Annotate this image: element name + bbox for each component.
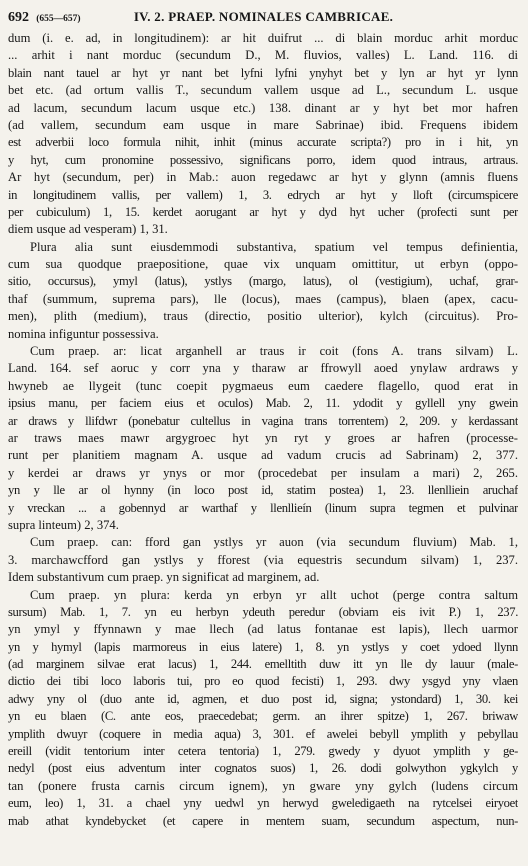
text-line: yn y lle ar ol hynny (in loco post id, statim postea) 1, 23. llenlliein aruchaf [8,483,518,498]
page-range: (655—657) [36,14,81,24]
text-line: 3. marchawcfford gan ystlys y fforest (via equestris secundum silvam) 1, 237. [8,552,518,567]
text-line: ipsius manu, per faciem eius et oculos) Mab. 2, 11. ydodit y gyllell yny gwein [8,396,518,411]
text-line: ereill (vidit tentorium inter cetera tentoria) 1, 279. gwedy y dyuot ymplith y ge- [8,744,518,759]
text-line: adwy yny ol (duo ante id, agmen, et duo post id, signa; ystondard) 1, 30. kei [8,691,518,706]
running-title: IV. 2. PRAEP. NOMINALES CAMBRICAE. [133,9,394,24]
text-line: in longitudinem vallis, per vallem) 1, 3. edrych ar hyt y lloft (circumspicere [8,187,518,202]
text-line: hwyneb ae llygeit (tunc coepit pygmaeus eum caedere flagello, quod erat in [8,378,518,393]
text-line: tan (ponere frusta carnis circum ignem), yn gware yny gylch (ludens circum [8,778,518,793]
text-line: (ad vallem, secundum eam usque in mare Sabrinae) ibid. Frequens ibidem [8,117,518,132]
text-line: Ar hyt (secundum, per) in Mab.: auon regedawc ar hyt y glynn (amnis fluens [8,170,518,185]
text-line: yn ymyl y ffynnawn y mae llech (ad latus fontanae est lapis), llech uarmor [8,622,518,637]
text-line: Cum praep. can: fford gan ystlys yr auon (via secundum fluvium) Mab. 1, [30,535,518,550]
text-line: dictio dei tibi loco laboris tui, pro eo quod fecisti) 1, 293. dwy ysgyd yny vlaen [8,674,518,689]
page-number: 692 [8,10,29,25]
text-line: bet etc. (ad ortum vallis T., secundum vallem usque ad L., secundum L. usque [8,83,518,98]
text-line: Cum praep. ar: licat arganhell ar traus ir coit (fons A. trans silvam) L. [30,344,518,359]
text-line: Plura alia sunt eiusdemmodi substantiva, spatium vel tempus definientia, [30,239,518,254]
text-line: y vreckan ... a gobennyd ar warthaf y llenllieín (linum supra tegmen et pulvinar [8,500,518,515]
text-line: per cubiculum) 1, 15. kerdet aorugant ar hyt y dyd hyt ucher (profecti sunt per [8,204,518,219]
text-line: dum (i. e. ad, in longitudinem): ar hit duifrut ... di blain morduc arhit morduc [8,31,518,45]
text-line: ... arhit i nant morduc (secundum D., M. fluvios, valles) L. Land. 116. di [8,48,518,63]
text-line: Idem substantivum cum praep. yn significat ad marginem, ad. [8,570,320,585]
text-line: blain nant tauel ar hyt yr nant bet lyfni lyfni ynyhyt bet y lyn ar hyt yr lynn [8,65,518,80]
text-line: nomina infiguntur possessiva. [8,326,159,341]
text-line: supra linteum) 2, 374. [8,517,119,532]
text-line: Cum praep. yn plura: kerda yn erbyn yr allt uchot (perge contra saltum [30,587,518,602]
text-line: nedyl (post eius adventum inter cognatos suos) 1, 26. dodi golwython ygkylch y [8,761,518,776]
running-head [8,6,518,28]
text-line: sitio, occursus), ymyl (latus), ystlys (margo, latus), ol (vestigium), uchaf, grar- [8,274,518,289]
text-line: est adverbii loco formula nihit, inhit (minus accurate scripta?) pro in i hit, yn [8,135,518,150]
text-line: runt per planitiem magnam A. usque ad vadum crucis ad Sabrinam) 2, 377. [8,448,518,463]
text-line: (ad marginem silvae erat lacus) 1, 244. emelltith duw itt yn lle dy lauur (male- [8,657,518,672]
text-line: Land. 164. sef aoruc y corr yna y tharaw ar ffrowyll aoed ynylaw ardraws y [8,361,518,376]
text-line: y hyt, cum pronomine possessivo, significans porro, idem quod intraus, artraus. [8,152,518,167]
body-text [8,30,518,830]
text-line: diem usque ad vesperam) 1, 31. [8,222,168,237]
text-line: mab athat kyndebycket (et capere in mentem suam, secundum aspectum, nun- [8,813,518,828]
text-line: ymplith dwuyr (coquere in media aqua) 3, 301. ef awelei bebyll ymplith y pebyllau [8,726,518,741]
text-line: thaf (summum, suprema pars), lle (locus), maes (campus), blaen (apex, cacu- [8,291,518,306]
text-line: cum sua quodque praepositione, quae vix unquam omittitur, ut erbyn (oppo- [8,257,518,272]
text-line: sursum) Mab. 1, 7. yn eu herbyn ydeuth peredur (obviam eis ivit P.) 1, 237. [8,604,518,619]
text-line: ar draws y llifdwr (ponebatur cultellus in vagina trans torrentem) 2, 209. y kerdassant [8,413,518,428]
text-line: yn y hymyl (lapis marmoreus in eius latere) 1, 8. yn ystlys y coet ydoed llynn [8,639,518,654]
text-line: ad lacum, secundum lacum usque etc.) 138. dinant ar y hyt bet mor hafren [8,100,518,115]
text-line: yn eu blaen (C. ante eos, praecedebat; germ. an ihrer spitze) 1, 267. briwaw [8,709,518,724]
text-line: men), plith (medium), traus (directio, positio ulterior), kylch (circuitus). Pro- [8,309,518,324]
text-line: y kerdei ar draws yr ynys or mor (procedebat per insulam a mari) 2, 265. [8,465,518,480]
text-line: ar traws maes mawr argygroec hyt yn ryt y groes ar hafren (processe- [8,430,518,445]
text-line: eum, leo) 1, 31. a chael yny uedwl yn herwyd gweledigaeth na rytcelsei eiryoet [8,796,518,811]
